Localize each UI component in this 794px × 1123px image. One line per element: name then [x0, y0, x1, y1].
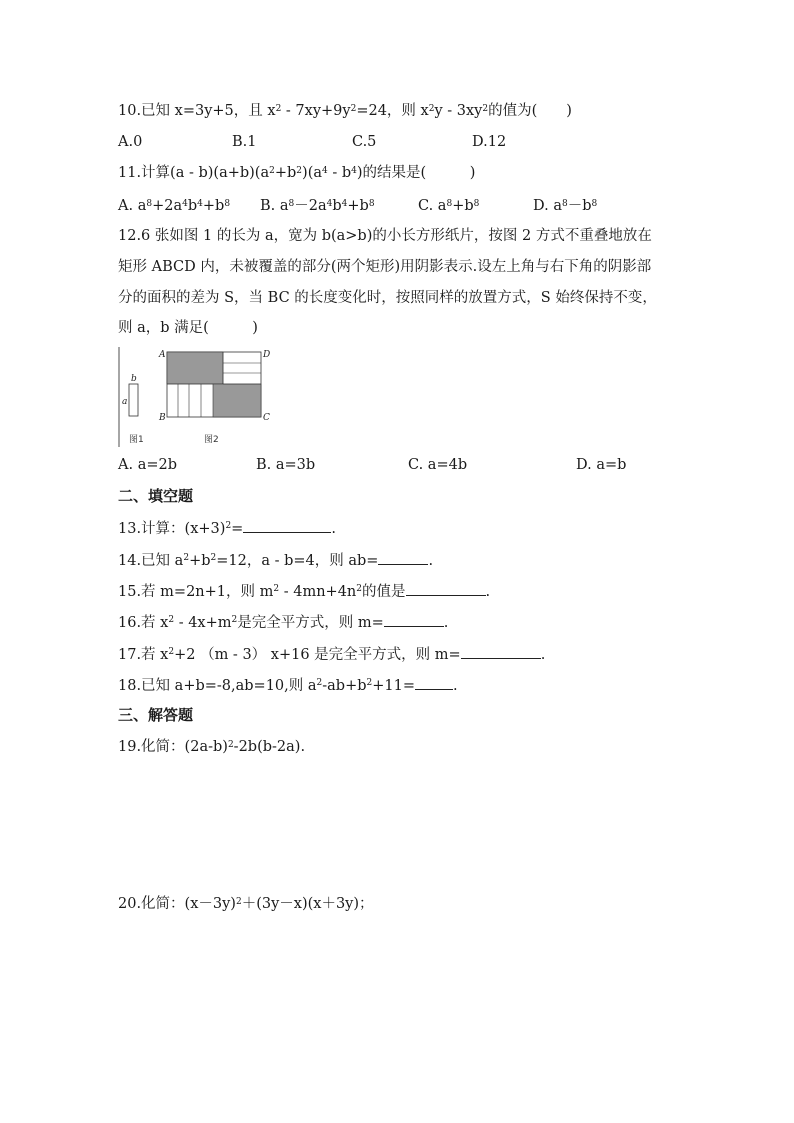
- q15-sup: 2: [273, 584, 280, 594]
- section-heading-solutions: 三、解答题: [118, 706, 194, 724]
- opt-sup: 4: [197, 199, 203, 209]
- q12-line-3: 分的面积的差为 S，当 BC 的长度变化时，按照同样的放置方式，S 始终保持不变，: [118, 290, 657, 306]
- q12-option-b: B. a=3b: [256, 457, 316, 473]
- question-16: [118, 612, 448, 633]
- question-14: [118, 550, 433, 571]
- q16-text: .: [443, 615, 449, 631]
- opt-text: D. a: [533, 198, 562, 214]
- fig2-label-a: A: [159, 350, 166, 360]
- question-11-stem: [118, 163, 475, 183]
- q13-text: 13.计算：(x+3): [118, 521, 226, 537]
- answer-blank[interactable]: [378, 550, 428, 565]
- question-17: [118, 644, 545, 665]
- q10-option-d: D.12: [472, 134, 507, 150]
- q18-sup: 2: [366, 678, 373, 688]
- q11-option-c: [418, 196, 479, 216]
- q14-text: =12，a - b=4，则 ab=: [216, 553, 379, 569]
- q14-text: 14.已知 a: [118, 553, 184, 569]
- q10-sup: 2: [428, 104, 435, 114]
- question-15: [118, 581, 490, 602]
- q12-figure: [118, 345, 278, 449]
- q10-text: y - 3xy: [434, 103, 483, 119]
- q10-sup: 2: [350, 104, 357, 114]
- q11-text: - b: [327, 165, 352, 181]
- q16-sup: 2: [168, 615, 175, 625]
- opt-sup: 4: [326, 199, 333, 209]
- q11-sup: 2: [296, 166, 303, 176]
- q20-text: 20.化简：(x－3y): [118, 896, 236, 912]
- q10-sup: 2: [275, 104, 282, 114]
- fig1-rectangle: [129, 384, 138, 416]
- fig2-shaded-bottom-right: [213, 384, 261, 417]
- answer-blank[interactable]: [406, 581, 486, 596]
- fig1-label-b: b: [131, 374, 137, 384]
- section-heading-fill-blank: 二、填空题: [118, 487, 194, 505]
- opt-text: b: [332, 198, 342, 214]
- fig1-label-a: a: [122, 397, 128, 407]
- opt-text: －2a: [294, 198, 327, 214]
- q15-text: - 4mn+4n: [279, 584, 357, 600]
- q17-text: 17.若 x: [118, 647, 169, 663]
- q11-sup: 2: [269, 166, 275, 176]
- opt-text: －b: [567, 198, 592, 214]
- q18-text: -ab+b: [322, 678, 367, 694]
- q16-text: - 4x+m: [174, 615, 232, 631]
- question-10-stem: [118, 101, 572, 121]
- q16-text: 16.若 x: [118, 615, 169, 631]
- q10-text: =24，则 x: [356, 103, 429, 119]
- question-19: [118, 737, 305, 757]
- q14-text: +b: [189, 553, 211, 569]
- q15-text: 15.若 m=2n+1，则 m: [118, 584, 274, 600]
- q11-text: )的结果是( ): [356, 165, 476, 181]
- q12-option-a: A. a=2b: [118, 457, 177, 473]
- q17-text: +2 （m - 3） x+16 是完全平方式，则 m=: [174, 647, 461, 663]
- q18-text: 18.已知 a+b=-8,ab=10,则 a: [118, 678, 317, 694]
- fig2-label-b: B: [159, 413, 166, 423]
- q11-option-d: [533, 196, 597, 216]
- question-18: [118, 675, 458, 696]
- opt-sup: 8: [224, 199, 231, 209]
- q15-text: 的值是: [362, 584, 406, 600]
- opt-text: B. a: [260, 198, 289, 214]
- q20-text: ＋(3y－x)(x＋3y)；: [241, 896, 374, 912]
- q11-text: +b: [274, 165, 297, 181]
- opt-sup: 8: [591, 199, 598, 209]
- fig1-caption: 图1: [129, 435, 144, 445]
- opt-text: +b: [452, 198, 474, 214]
- q12-line-1: 12.6 张如图 1 的长为 a，宽为 b(a>b)的小长方形纸片，按图 2 方式不重叠地放在: [118, 228, 652, 244]
- q19-sup: 2: [227, 740, 234, 750]
- q10-option-b: B.1: [232, 134, 257, 150]
- opt-text: b: [187, 198, 198, 214]
- opt-sup: 8: [288, 199, 295, 209]
- opt-text: A. a: [118, 198, 147, 214]
- q14-sup: 2: [210, 553, 217, 563]
- q19-text: 19.化简：(2a-b): [118, 739, 228, 755]
- q10-text: 的值为( ): [488, 103, 572, 119]
- q12-line-4: 则 a，b 满足( ): [118, 320, 258, 336]
- q12-line-2: 矩形 ABCD 内，未被覆盖的部分(两个矩形)用阴影表示.设左上角与右下角的阴影部: [118, 259, 652, 275]
- question-20: [118, 894, 374, 914]
- opt-sup: 4: [182, 199, 188, 209]
- q14-sup: 2: [183, 553, 190, 563]
- q10-text: 10.已知 x=3y+5，且 x: [118, 103, 276, 119]
- q18-text: +11=: [372, 678, 416, 694]
- opt-text: +b: [347, 198, 369, 214]
- opt-text: +2a: [152, 198, 183, 214]
- answer-blank[interactable]: [384, 612, 444, 627]
- q16-sup: 2: [231, 615, 238, 625]
- opt-sup: 8: [146, 199, 153, 209]
- q17-text: .: [540, 647, 546, 663]
- q17-sup: 2: [168, 647, 175, 657]
- q10-text: - 7xy+9y: [281, 103, 351, 119]
- opt-sup: 8: [561, 199, 568, 209]
- q10-option-c: C.5: [352, 134, 377, 150]
- q11-option-b: [260, 196, 375, 216]
- q12-option-c: C. a=4b: [408, 457, 468, 473]
- q16-text: 是完全平方式，则 m=: [237, 615, 384, 631]
- q13-sup: 2: [225, 521, 232, 531]
- q13-text: =: [231, 521, 244, 537]
- q11-sup: 4: [322, 166, 328, 176]
- answer-blank[interactable]: [461, 644, 541, 659]
- q12-option-d: D. a=b: [576, 457, 627, 473]
- fig2-label-d: D: [263, 350, 271, 360]
- fig2-label-c: C: [263, 413, 270, 423]
- q13-text: .: [331, 521, 336, 537]
- opt-sup: 4: [341, 199, 348, 209]
- q11-option-a: [118, 196, 230, 216]
- q11-sup: 4: [351, 166, 357, 176]
- q15-sup: 2: [356, 584, 362, 594]
- q18-text: .: [453, 678, 458, 694]
- q18-sup: 2: [316, 678, 323, 688]
- opt-sup: 8: [368, 199, 375, 209]
- opt-text: C. a: [418, 198, 447, 214]
- opt-text: +b: [202, 198, 225, 214]
- q11-text: 11.计算(a - b)(a+b)(a: [118, 165, 270, 181]
- q10-option-a: A.0: [118, 134, 143, 150]
- q14-text: .: [428, 553, 434, 569]
- question-13: [118, 518, 336, 539]
- q20-sup: 2: [235, 897, 242, 907]
- fig2-caption: 图2: [204, 435, 219, 445]
- fig2-shaded-top-left: [167, 352, 223, 384]
- q15-text: .: [485, 584, 491, 600]
- opt-sup: 8: [446, 199, 453, 209]
- q19-text: -2b(b-2a).: [233, 739, 306, 755]
- answer-blank[interactable]: [415, 675, 453, 690]
- q11-text: )(a: [302, 165, 322, 181]
- answer-blank[interactable]: [243, 518, 331, 533]
- opt-sup: 8: [473, 199, 480, 209]
- q10-sup: 2: [482, 104, 489, 114]
